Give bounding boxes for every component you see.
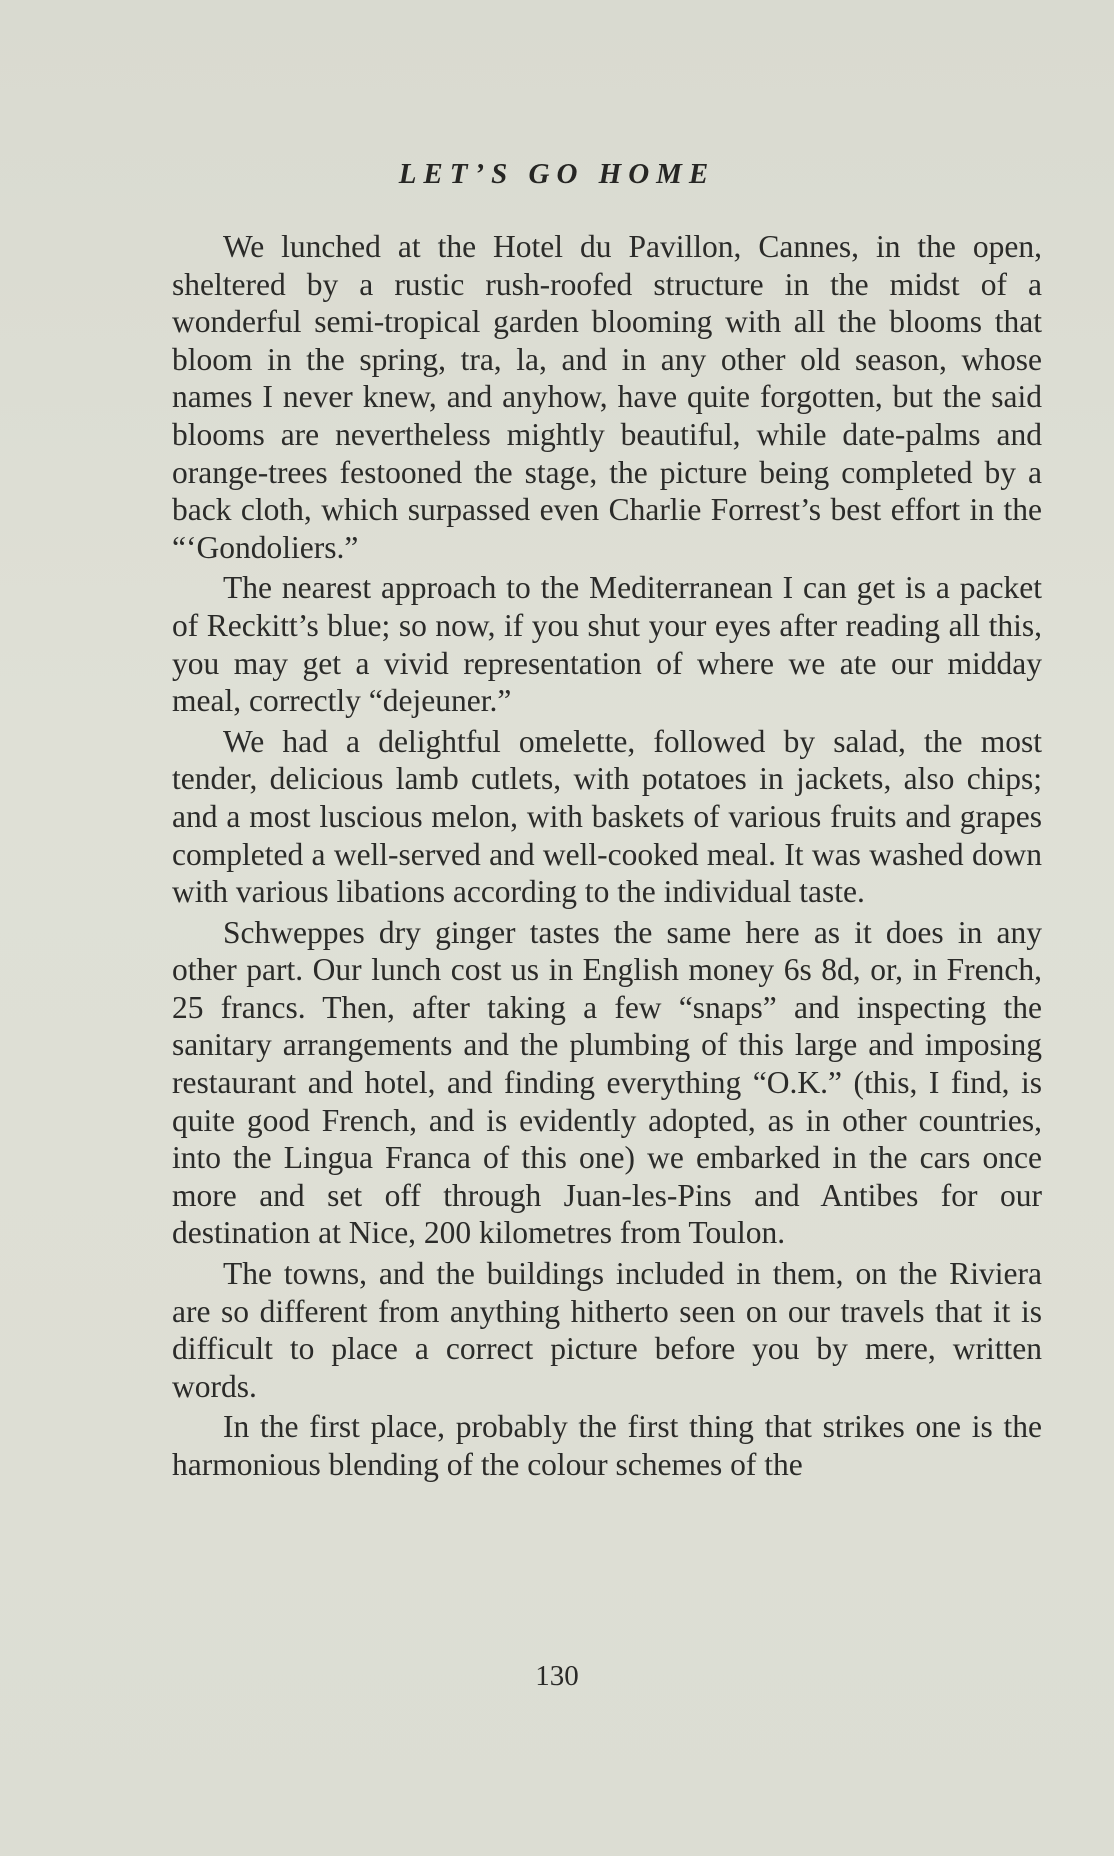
paragraph-meal: We had a delightful omelette, followed by salad, the most tender, delicious lamb cutlets, with potatoes in jackets, also chips; and a most luscious melon, with baskets of various fruits and grapes completed a well-served and well-cooked meal. It was washed down with various libations according to the individual taste.	[172, 723, 1042, 910]
paragraph-mediterranean: The nearest approach to the Mediterranean I can get is a packet of Reckitt’s blue; so now, if you shut your eyes after reading all this, you may get a vivid representation of where we ate our midday meal, correctly “dejeuner.”	[172, 570, 1042, 719]
paragraph-colour-schemes: In the first place, probably the first thing that strikes one is the harmonious blending of the colour schemes of the	[172, 1409, 1042, 1482]
paragraph-hotel-lunch: We lunched at the Hotel du Pavillon, Cannes, in the open, sheltered by a rustic rush-roofed structure in the midst of a wonderful semi-tropical garden blooming with all the blooms that bloom in the spring, tra, la, and in any other old season, whose names I never knew, and anyhow, have quite forgotten, but the said blooms are nevertheless mightly beautiful, while date-palms and orange-trees festooned the stage, the picture being completed by a back cloth, which surpassed even Charlie Forrest’s best effort in the “‘Gondoliers.”	[172, 229, 1042, 565]
paragraph-schweppes: Schweppes dry ginger tastes the same here as it does in any other part. Our lunch cost us in English money 6s 8d, or, in French, 25 francs. Then, after taking a few “snaps” and inspecting the sanitary arrangements and the plumbing of this large and imposing restaurant and hotel, and finding everything “O.K.” (this, I find, is quite good French, and is evidently adopted, as in other countries, into the Lingua Franca of this one) we embarked in the cars once more and set off through Juan-les-Pins and Antibes for our destination at Nice, 200 kilometres from Toulon.	[172, 914, 1042, 1251]
page-number: 130	[535, 1660, 579, 1692]
paragraph-riviera-towns: The towns, and the buildings included in them, on the Riviera are so different from anything hitherto seen on our travels that it is difficult to place a correct picture before you by mere, written words.	[172, 1256, 1042, 1404]
body-text	[172, 228, 1042, 1487]
running-head: LET’S GO HOME	[398, 158, 716, 190]
